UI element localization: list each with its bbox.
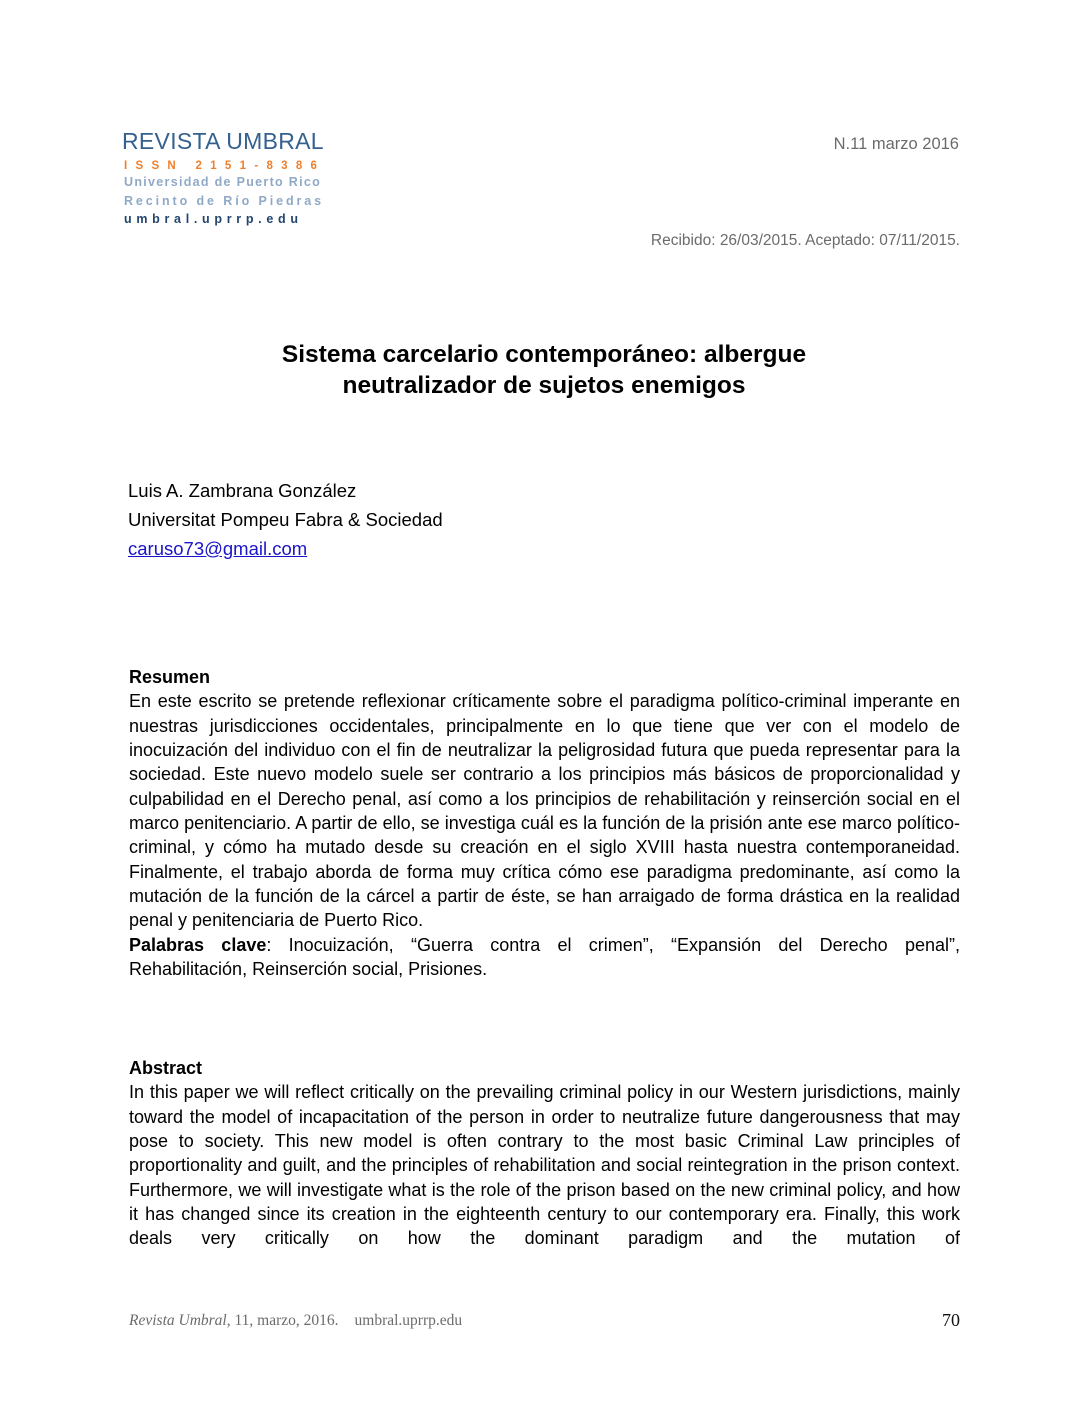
journal-url: umbral.uprrp.edu: [124, 212, 303, 226]
abstract-heading: Abstract: [129, 1058, 203, 1078]
title-line-2: neutralizador de sujetos enemigos: [342, 372, 746, 399]
author-block: [128, 476, 443, 563]
abstract-section: [129, 1056, 960, 1251]
keywords-list: : Inocuización, “Guerra contra el crimen”, “Expansión del Derecho penal”, Rehabilitación, Reinserción social, Prisiones.: [129, 934, 960, 980]
footer-journal: Revista Umbral: [129, 1312, 227, 1329]
journal-name: REVISTA UMBRAL: [122, 128, 324, 154]
author-affiliation: Universitat Pompeu Fabra & Sociedad: [128, 509, 443, 530]
author-email-link[interactable]: caruso73@gmail.com: [128, 538, 308, 559]
running-footer: [129, 1312, 462, 1330]
page-number: 70: [942, 1310, 960, 1330]
footer-citation: , 11, marzo, 2016.: [226, 1312, 339, 1329]
title-line-1: Sistema carcelario contemporáneo: albergue: [281, 341, 807, 368]
abstract-text: In this paper we will reflect critically on the prevailing criminal policy in our Western jurisdictions, mainly toward the model of incapacitation of the person in order to neutralize future dangerousness that may pose to society. This new model is often contrary to the most basic Criminal Law principles of proportionality and guilt, and the principles of rehabilitation and social reintegration in the prison context. Furthermore, we will investigate what is the role of the prison based on the new criminal policy, and how it has changed since its creation in the eighteenth century to our contemporary era. Finally, this work deals very critically on how the dominant paradigm and the mutation of: [129, 1082, 960, 1249]
keywords: [129, 933, 960, 982]
author-name: Luis A. Zambrana González: [128, 480, 357, 501]
article-title: [0, 339, 1088, 401]
campus-name: Recinto de Río Piedras: [124, 194, 324, 208]
submission-dates: Recibido: 26/03/2015. Aceptado: 07/11/2015.: [650, 232, 960, 249]
resumen-section: [129, 665, 960, 981]
issn: ISSN 2151-8386: [124, 160, 326, 172]
issue-label: N.11 marzo 2016: [833, 135, 959, 153]
resumen-heading: Resumen: [129, 667, 211, 687]
resumen-text: En este escrito se pretende reflexionar críticamente sobre el paradigma político-criminal imperante en nuestras jurisdicciones occidentales, principalmente en lo que tiene que ver con el modelo de inocuización del individuo con el fin de neutralizar la peligrosidad futura que pueda representar para la sociedad. Este nuevo modelo suele ser contrario a los principios más básicos de proporcionalidad y culpabilidad en el Derecho penal, así como a los principios de rehabilitación y reinserción social en el marco penitenciario. A partir de ello, se investiga cuál es la función de la prisión ante ese marco político-criminal, y cómo ha mutado desde su creación en el siglo XVIII hasta nuestra contemporaneidad. Finalmente, el trabajo aborda de forma muy crítica cómo ese paradigma predominante, así como la mutación de la función de la cárcel a partir de éste, se han arraigado de forma drástica en la realidad penal y penitenciaria de Puerto Rico.: [129, 691, 960, 931]
footer-url: umbral.uprrp.edu: [354, 1312, 463, 1329]
keywords-label: Palabras clave: [129, 934, 267, 955]
university-name: Universidad de Puerto Rico: [124, 175, 322, 189]
